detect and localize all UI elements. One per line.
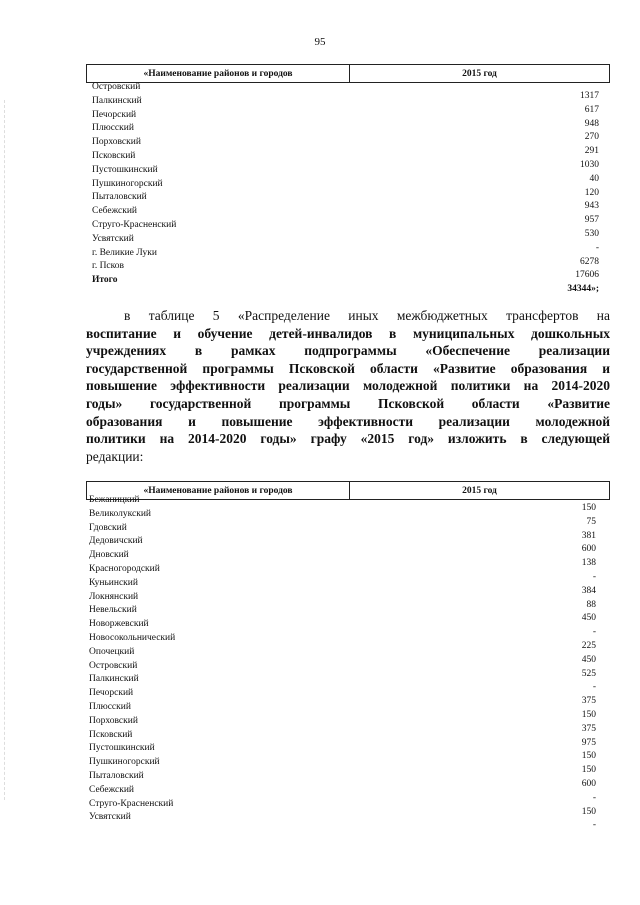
table-row-value: - xyxy=(595,242,599,253)
table-row-name: Итого xyxy=(92,275,118,286)
table-row-name: Локнянский xyxy=(89,591,139,602)
table-row-value: 525 xyxy=(581,668,596,679)
table-row-value: 270 xyxy=(584,132,599,143)
table-row-name: Порховский xyxy=(89,715,138,726)
table-row-name: Пыталовский xyxy=(92,192,147,203)
paragraph-line: редакции: xyxy=(86,448,144,464)
table-row-value: 150 xyxy=(581,765,596,776)
table-row-name: Плюсский xyxy=(89,701,131,712)
table-row-name: Бежаницкий xyxy=(89,495,140,505)
table-row-name: г. Великие Луки xyxy=(92,247,157,258)
table-row-value: 120 xyxy=(584,187,599,198)
table1-header-year: 2015 год xyxy=(462,68,497,79)
table-row-value: 34344»; xyxy=(567,284,599,295)
table-row-value: 138 xyxy=(581,558,596,569)
table-row-name: Островский xyxy=(89,660,138,671)
table-row-value: 600 xyxy=(581,544,596,555)
table-row-value: 975 xyxy=(581,737,596,748)
table2-header-name: «Наименование районов и городов xyxy=(87,482,350,499)
table-row-value: 1317 xyxy=(580,91,599,101)
table-row-value: 957 xyxy=(584,215,599,226)
table-row-value: 375 xyxy=(581,723,596,734)
table-row-name: Пушкиногорский xyxy=(92,178,163,189)
table-row-name: Опочецкий xyxy=(89,646,135,657)
table-row-value: 381 xyxy=(581,530,596,541)
table-row-name: Псковский xyxy=(92,150,136,161)
table-row-value: 617 xyxy=(584,104,599,115)
table-row-name: Себежский xyxy=(89,784,134,795)
table-row-value: - xyxy=(592,571,596,582)
table-row-name: Псковский xyxy=(89,729,133,740)
paragraph-line: учреждениях в рамках подпрограммы «Обеспечение реализации xyxy=(86,343,610,359)
table2-header-year: 2015 год xyxy=(462,485,497,496)
paragraph-line: образования и повышение эффективности реализации молодежной xyxy=(86,413,610,429)
table-row-value: - xyxy=(592,820,596,831)
table-row-name: Пушкиногорский xyxy=(89,757,160,768)
page-number: 95 xyxy=(314,36,326,48)
paragraph-line: в таблице 5 «Распределение иных межбюджетных трансфертов на xyxy=(124,308,610,323)
table-row-value: 450 xyxy=(581,613,596,624)
paragraph-line: годы» государственной программы Псковской области «Развитие xyxy=(86,395,610,411)
table-row-name: Усвятский xyxy=(92,233,134,244)
table-row-value: 450 xyxy=(581,654,596,665)
table-row-value: 150 xyxy=(581,709,596,720)
table-row-name: Великолукский xyxy=(89,508,152,519)
table-row-value: 6278 xyxy=(580,256,599,267)
table-row-value: 948 xyxy=(584,118,599,129)
table-row-name: Невельский xyxy=(89,605,137,616)
table-row-value: 530 xyxy=(584,228,599,239)
amendment-paragraph xyxy=(86,307,610,465)
table2-names-column xyxy=(89,494,175,825)
table-row-value: 150 xyxy=(581,806,596,817)
table-row-name: Себежский xyxy=(92,206,137,217)
table-row-name: Струго-Красненский xyxy=(92,219,177,230)
table-row-name: Струго-Красненский xyxy=(89,798,174,809)
table-row-value: - xyxy=(592,682,596,693)
table-row-value: 291 xyxy=(584,146,599,157)
table-row-name: Усвятский xyxy=(89,812,131,823)
table-row-name: Дновский xyxy=(89,550,129,561)
paragraph-line: государственной программы Псковской области «Развитие образования и xyxy=(86,360,610,376)
table1-names-column xyxy=(92,81,176,288)
table-row-value: 1030 xyxy=(580,159,599,170)
table-row-name: Порховский xyxy=(92,137,141,148)
table-row-value: 384 xyxy=(581,585,596,596)
paragraph-line: воспитание и обучение детей-инвалидов в муниципальных дошкольных xyxy=(86,325,610,341)
scan-margin-artifact xyxy=(4,100,6,800)
table-row-value: 225 xyxy=(581,640,596,651)
table-row-name: Дедовичский xyxy=(89,536,143,547)
table-row-name: Пустошкинский xyxy=(92,164,158,175)
table-row-name: Пыталовский xyxy=(89,770,144,781)
table-row-name: Гдовский xyxy=(89,522,127,533)
table-row-value: - xyxy=(592,627,596,638)
table1-values-column xyxy=(567,90,599,297)
table-row-name: Куньинский xyxy=(89,577,138,588)
table-row-value: 150 xyxy=(581,503,596,513)
paragraph-line: повышение эффективности реализации молодежной политики на 2014-2020 xyxy=(86,378,610,394)
table-row-name: Красногородский xyxy=(89,563,160,574)
table-row-value: 40 xyxy=(589,173,599,184)
table-row-name: Печорский xyxy=(89,688,134,699)
table-row-value: 88 xyxy=(586,599,596,610)
table-row-value: 150 xyxy=(581,751,596,762)
table-row-value: 375 xyxy=(581,696,596,707)
table-row-name: Пустошкинский xyxy=(89,743,155,754)
paragraph-line: политики на 2014-2020 годы» графу «2015 год» изложить в следующей xyxy=(86,431,610,447)
table-row-value: 17606 xyxy=(575,270,599,281)
table-row-name: Палкинский xyxy=(92,95,142,106)
table2-values-column xyxy=(582,502,596,833)
table-row-name: Плюсский xyxy=(92,123,134,134)
table-row-value: 600 xyxy=(581,778,596,789)
table-row-value: 75 xyxy=(586,516,596,527)
table1-header-name: «Наименование районов и городов xyxy=(87,65,350,82)
table-row-name: Палкинский xyxy=(89,674,139,685)
table-row-name: Новосокольнический xyxy=(89,632,176,643)
table-row-value: - xyxy=(592,792,596,803)
table-row-name: Печорский xyxy=(92,109,137,120)
table-row-name: г. Псков xyxy=(92,261,125,272)
table-row-value: 943 xyxy=(584,201,599,212)
table-row-name: Островский xyxy=(92,82,141,92)
table-row-name: Новоржевский xyxy=(89,619,149,630)
